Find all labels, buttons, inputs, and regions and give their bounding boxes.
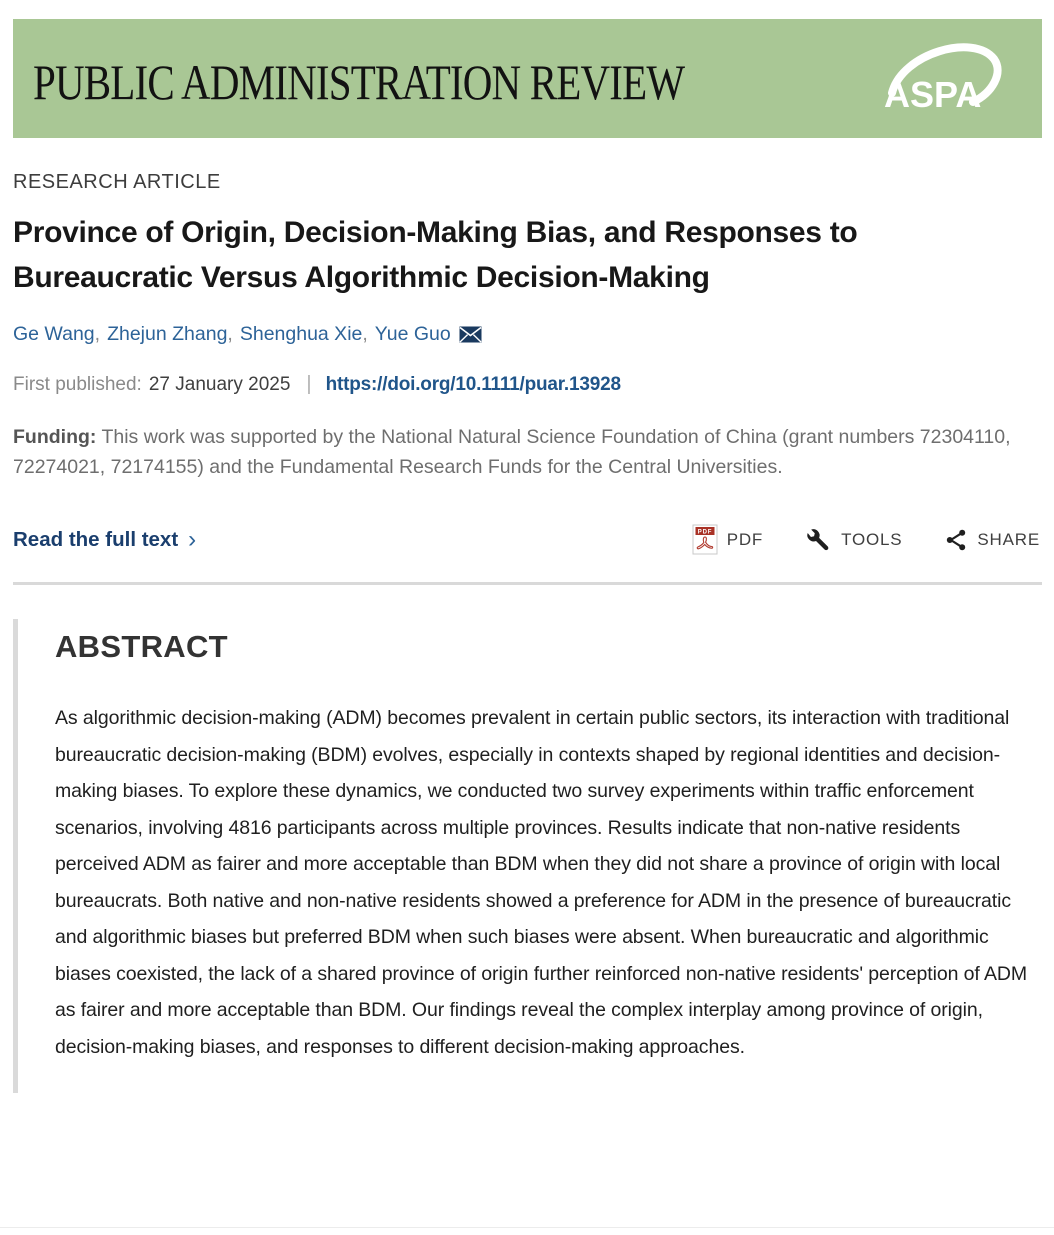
email-envelope-icon[interactable] <box>459 326 482 343</box>
author-separator: , <box>362 323 368 345</box>
tools-button[interactable] <box>805 526 902 553</box>
journal-title: PUBLIC ADMINISTRATION REVIEW <box>33 53 685 110</box>
author-separator: , <box>227 323 233 345</box>
author-separator: , <box>94 323 101 345</box>
svg-text:PDF: PDF <box>697 529 712 536</box>
article-header <box>0 171 1054 555</box>
author-link[interactable]: Shenghua Xie <box>239 323 363 345</box>
abstract-text: As algorithmic decision-making (ADM) becomes prevalent in certain public sectors, its interaction with traditional bureaucratic decision-making (BDM) evolves, especially in contexts shaped by regional identities and decision-making biases. To explore these dynamics, we conducted two survey experiments within traffic enforcement scenarios, involving 4816 participants across multiple provinces. Results indicate that non-native residents perceived ADM as fairer and more acceptable than BDM when they did not share a province of origin with local bureaucrats. Both native and non-native residents showed a preference for ADM in the presence of bureaucratic and algorithmic biases but preferred BDM when such biases were absent. When bureaucratic and algorithmic biases coexisted, the lack of a shared province of origin further reinforced non-native residents' perception of ADM as fairer and more acceptable than BDM. Our findings reveal the complex interplay among province of origin, decision-making biases, and responses to different decision-making approaches. <box>55 707 1027 1058</box>
share-icon <box>944 528 968 552</box>
abstract-section <box>13 619 1042 1093</box>
section-divider <box>13 582 1042 585</box>
abstract-heading: ABSTRACT <box>55 629 228 664</box>
wrench-icon <box>805 526 832 553</box>
article-type-label: RESEARCH ARTICLE <box>13 171 221 193</box>
tools-button-label: TOOLS <box>841 529 903 549</box>
author-list <box>13 323 1041 346</box>
chevron-right-icon: › <box>188 525 197 553</box>
pipe-divider: | <box>306 373 312 395</box>
funding-text: This work was supported by the National Natural Science Foundation of China (grant numbers 72304110, 72274021, 72174155) and the Fundamental Research Funds for the Central Universities. <box>13 426 1011 478</box>
read-full-text-link[interactable] <box>13 525 197 553</box>
read-full-text-label: Read the full text <box>13 527 179 551</box>
publication-info <box>13 373 1041 396</box>
doi-link[interactable]: https://doi.org/10.1111/puar.13928 <box>325 373 621 395</box>
bottom-divider <box>0 1227 1054 1228</box>
actions-toolbar <box>13 524 1041 555</box>
pdf-button[interactable] <box>692 524 763 555</box>
funding-note <box>13 422 1038 482</box>
author-link[interactable]: Zhejun Zhang <box>107 323 228 345</box>
publication-date: 27 January 2025 <box>148 373 291 395</box>
funding-label: Funding: <box>13 426 97 448</box>
aspa-logo-icon <box>876 37 1008 121</box>
share-button-label: SHARE <box>977 529 1040 549</box>
author-link[interactable]: Yue Guo <box>374 323 451 345</box>
share-button[interactable] <box>944 528 1040 552</box>
pdf-file-icon <box>692 524 718 555</box>
svg-text:ASPA: ASPA <box>884 73 982 115</box>
document-actions <box>692 524 1040 555</box>
journal-banner <box>13 19 1042 138</box>
first-published-label: First published: <box>13 373 142 395</box>
pdf-button-label: PDF <box>726 529 764 549</box>
article-title: Province of Origin, Decision-Making Bias, and Responses to Bureaucratic Versus Algorithmic Decision-Making <box>13 216 858 294</box>
author-link[interactable]: Ge Wang <box>13 323 95 345</box>
